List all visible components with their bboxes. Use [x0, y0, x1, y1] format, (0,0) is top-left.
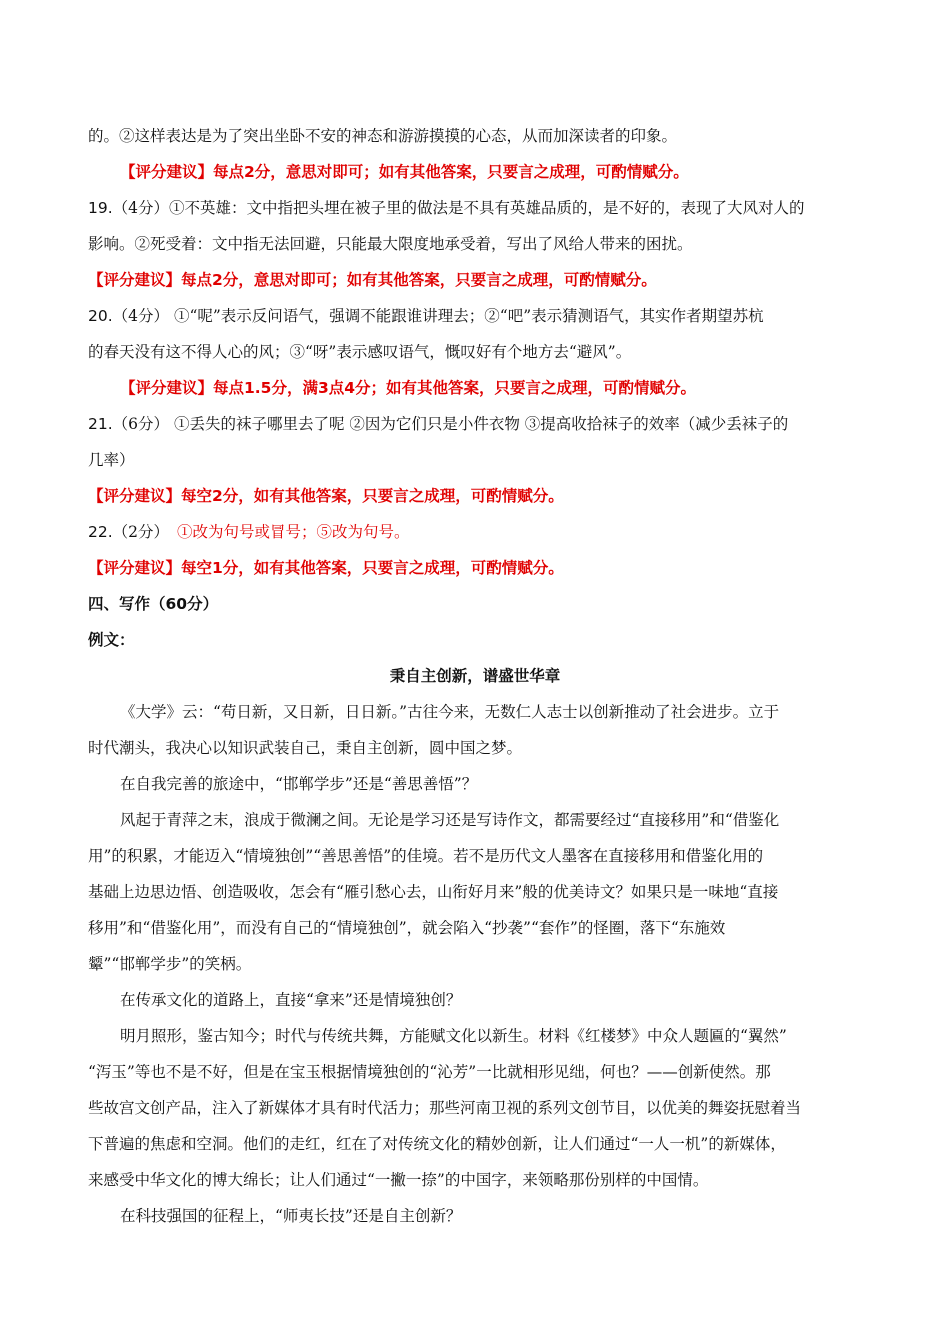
scoring-note-18: 【评分建议】每点2分，意思对即可；如有其他答案，只要言之成理，可酌情赋分。 — [120, 163, 689, 181]
essay-paragraph-6: 在科技强国的征程上，“师夷长技”还是自主创新？ — [120, 1207, 462, 1225]
essay-paragraph-5-line-1: 明月照形，鉴古知今；时代与传统共舞，方能赋文化以新生。材料《红楼梦》中众人题匾的“翼然” — [120, 1027, 787, 1045]
answer-20-line-1 — [88, 298, 862, 334]
essay-paragraph-2: 在自我完善的旅途中，“邯郸学步”还是“善思善悟”？ — [120, 775, 478, 793]
answer-19-line-1 — [88, 190, 862, 226]
question-number-19: 19. — [88, 199, 113, 217]
answer-22-text: ①改为句号或冒号；⑤改为句号。 — [177, 523, 410, 541]
answer-21-line-2: 几率） — [88, 451, 135, 469]
scoring-note-22: 【评分建议】每空1分，如有其他答案，只要言之成理，可酌情赋分。 — [88, 559, 564, 577]
essay-paragraph-3-line-1: 风起于青萍之末，浪成于微澜之间。无论是学习还是写诗作文，都需要经过“直接移用”和“借鉴化 — [120, 811, 780, 829]
scoring-note-20: 【评分建议】每点1.5分，满3点4分；如有其他答案，只要言之成理，可酌情赋分。 — [120, 379, 697, 397]
scoring-note-21: 【评分建议】每空2分，如有其他答案，只要言之成理，可酌情赋分。 — [88, 487, 564, 505]
essay-paragraph-3-line-4: 移用”和“借鉴化用”，而没有自己的“情境独创”，就会陷入“抄袭”“套作”的怪圈，落下“东施效 — [88, 919, 726, 937]
section-heading-writing: 四、写作（60分） — [88, 595, 219, 613]
answer-21-text: （6分） ①丢失的袜子哪里去了呢 ②因为它们只是小件衣物 ③提高收拾袜子的效率（减少丢袜子的 — [112, 415, 789, 433]
question-number-21: 21. — [88, 415, 113, 433]
essay-paragraph-1-line-2: 时代潮头，我决心以知识武装自己，秉自主创新，圆中国之梦。 — [88, 739, 523, 757]
essay-title: 秉自主创新，谱盛世华章 — [389, 667, 561, 685]
answer-18-continued: 的。②这样表达是为了突出坐卧不安的神态和游游摸摸的心态，从而加深读者的印象。 — [88, 127, 678, 145]
essay-paragraph-4: 在传承文化的道路上，直接“拿来”还是情境独创？ — [120, 991, 462, 1009]
essay-paragraph-1-line-1: 《大学》云：“苟日新，又日新，日日新。”古往今来，无数仁人志士以创新推动了社会进步。立于 — [120, 703, 780, 721]
question-number-20: 20. — [88, 307, 113, 325]
answer-22-line — [88, 514, 862, 550]
essay-paragraph-3-line-3: 基础上边思边悟、创造吸收，怎会有“雁引愁心去，山衔好月来”般的优美诗文？如果只是一味地“直接 — [88, 883, 779, 901]
essay-paragraph-5-line-5: 来感受中华文化的博大绵长；让人们通过“一撇一捺”的中国字，来领略那份别样的中国情。 — [88, 1171, 709, 1189]
essay-paragraph-3-line-2: 用”的积累，才能迈入“情境独创”“善思善悟”的佳境。若不是历代文人墨客在直接移用和借鉴化用的 — [88, 847, 764, 865]
answer-22-points: （2分） — [112, 523, 170, 541]
answer-20-line-2: 的春天没有这不得人心的风；③“呀”表示感叹语气，慨叹好有个地方去“避风”。 — [88, 343, 632, 361]
answer-19-text: （4分）①不英雄：文中指把头埋在被子里的做法是不具有英雄品质的，是不好的，表现了大风对人的 — [112, 199, 805, 217]
question-number-22: 22. — [88, 523, 113, 541]
answer-20-text: （4分） ①“呢”表示反问语气，强调不能跟谁讲理去；②“吧”表示猜测语气，其实作者期望苏杭 — [112, 307, 764, 325]
scoring-note-19: 【评分建议】每点2分，意思对即可；如有其他答案，只要言之成理，可酌情赋分。 — [88, 271, 657, 289]
answer-19-line-2: 影响。②死受着：文中指无法回避，只能最大限度地承受着，写出了风给人带来的困扰。 — [88, 235, 693, 253]
essay-paragraph-5-line-2: “泻玉”等也不是不好，但是在宝玉根据情境独创的“沁芳”一比就相形见绌，何也？——创新使然。那 — [88, 1063, 771, 1081]
essay-paragraph-5-line-3: 些故宫文创产品，注入了新媒体才具有时代活力；那些河南卫视的系列文创节目，以优美的舞姿抚慰着当 — [88, 1099, 802, 1117]
example-label: 例文： — [88, 631, 135, 649]
answer-21-line-1 — [88, 406, 862, 442]
essay-paragraph-3-line-5: 颦”“邯郸学步”的笑柄。 — [88, 955, 252, 973]
essay-paragraph-5-line-4: 下普遍的焦虑和空洞。他们的走红，红在了对传统文化的精妙创新，让人们通过“一人一机”的新媒体， — [88, 1135, 786, 1153]
answer-page — [88, 118, 862, 1234]
